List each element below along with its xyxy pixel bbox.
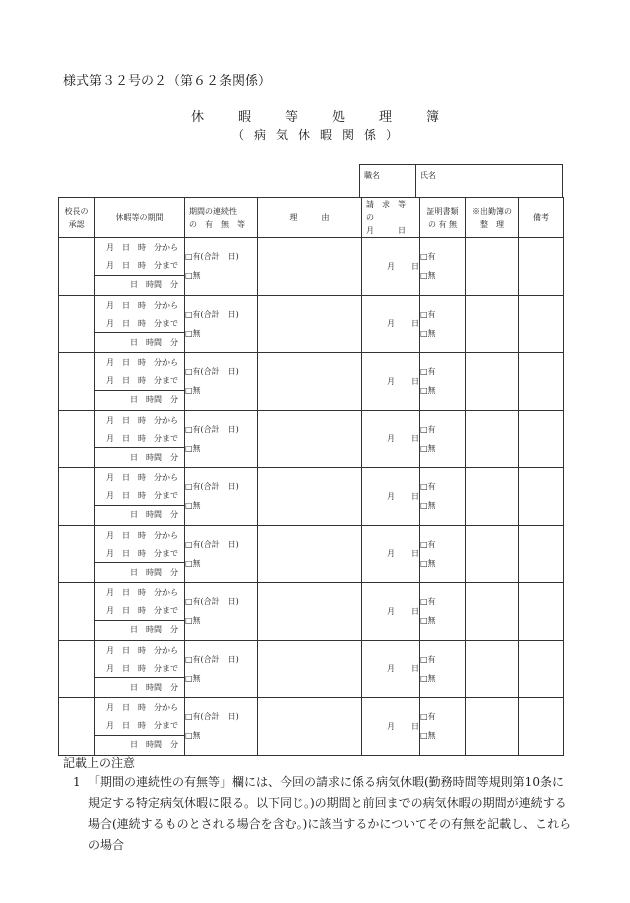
continuity-no-checkbox[interactable]: □無 (185, 443, 201, 453)
request-date-cell[interactable]: 月 日 (362, 583, 420, 641)
continuity-yes-checkbox[interactable]: □有(合計 日) (185, 309, 239, 319)
certificate-cell[interactable] (420, 525, 466, 583)
continuity-cell[interactable] (185, 295, 258, 353)
remarks-cell[interactable] (519, 238, 564, 296)
reason-cell[interactable] (258, 698, 362, 756)
reason-cell[interactable] (258, 583, 362, 641)
reason-cell[interactable] (258, 525, 362, 583)
reason-cell[interactable] (258, 295, 362, 353)
period-total: 日 時間 分 (95, 447, 184, 466)
attendance-cell[interactable] (466, 525, 519, 583)
attendance-cell[interactable] (466, 698, 519, 756)
continuity-cell[interactable] (185, 698, 258, 756)
continuity-cell[interactable] (185, 353, 258, 411)
header-attendance: ※出勤簿の 整 理 (466, 198, 519, 238)
post-label: 職名 (364, 171, 380, 180)
request-date-cell[interactable]: 月 日 (362, 468, 420, 526)
certificate-no-checkbox[interactable]: □無 (420, 501, 436, 511)
post-field[interactable] (360, 165, 416, 197)
approval-cell[interactable] (59, 640, 95, 698)
table-row (59, 698, 564, 756)
name-box (359, 164, 563, 198)
table-row (59, 640, 564, 698)
header-request-date: 請 求 等 の 月 日 (362, 198, 420, 238)
certificate-yes-checkbox[interactable]: □有 (420, 712, 436, 722)
continuity-yes-checkbox[interactable]: □有(合計 日) (185, 482, 239, 492)
attendance-cell[interactable] (466, 468, 519, 526)
certificate-cell[interactable] (420, 295, 466, 353)
continuity-cell[interactable] (185, 640, 258, 698)
certificate-yes-checkbox[interactable]: □有 (420, 367, 436, 377)
continuity-yes-checkbox[interactable]: □有(合計 日) (185, 712, 239, 722)
period-total: 日 時間 分 (95, 332, 184, 351)
remarks-cell[interactable] (519, 295, 564, 353)
page-title: 休暇等処理簿 (190, 110, 473, 125)
continuity-no-checkbox[interactable]: □無 (185, 731, 201, 741)
reason-cell[interactable] (258, 640, 362, 698)
period-total: 日 時間 分 (95, 562, 184, 581)
certificate-no-checkbox[interactable]: □無 (420, 271, 436, 281)
certificate-cell[interactable] (420, 640, 466, 698)
attendance-cell[interactable] (466, 295, 519, 353)
remarks-cell[interactable] (519, 525, 564, 583)
period-to: 月 日 時 分まで (106, 491, 178, 501)
remarks-cell[interactable] (519, 583, 564, 641)
period-total: 日 時間 分 (95, 390, 184, 409)
remarks-cell[interactable] (519, 353, 564, 411)
table-row (59, 583, 564, 641)
remarks-cell[interactable] (519, 698, 564, 756)
approval-cell[interactable] (59, 525, 95, 583)
period-to: 月 日 時 分まで (106, 376, 178, 386)
period-total: 日 時間 分 (95, 735, 184, 754)
certificate-yes-checkbox[interactable]: □有 (420, 252, 436, 262)
continuity-cell[interactable] (185, 468, 258, 526)
request-date-cell[interactable]: 月 日 (362, 353, 420, 411)
continuity-yes-checkbox[interactable]: □有(合計 日) (185, 367, 239, 377)
attendance-cell[interactable] (466, 410, 519, 468)
continuity-cell[interactable] (185, 238, 258, 296)
header-remarks: 備考 (519, 198, 564, 238)
table-row (59, 295, 564, 353)
continuity-cell[interactable] (185, 410, 258, 468)
period-to: 月 日 時 分まで (106, 663, 178, 673)
certificate-no-checkbox[interactable]: □無 (420, 386, 436, 396)
certificate-cell[interactable] (420, 468, 466, 526)
certificate-no-checkbox[interactable]: □無 (420, 443, 436, 453)
continuity-yes-checkbox[interactable]: □有(合計 日) (185, 654, 239, 664)
continuity-no-checkbox[interactable]: □無 (185, 386, 201, 396)
certificate-no-checkbox[interactable]: □無 (420, 673, 436, 683)
certificate-yes-checkbox[interactable]: □有 (420, 309, 436, 319)
attendance-cell[interactable] (466, 238, 519, 296)
period-to: 月 日 時 分まで (106, 261, 178, 271)
name-label: 氏名 (420, 171, 436, 180)
approval-cell[interactable] (59, 410, 95, 468)
continuity-no-checkbox[interactable]: □無 (185, 328, 201, 338)
certificate-no-checkbox[interactable]: □無 (420, 328, 436, 338)
period-from: 月 日 時 分から (106, 358, 178, 368)
approval-cell[interactable] (59, 295, 95, 353)
note-1 (63, 772, 573, 856)
certificate-no-checkbox[interactable]: □無 (420, 558, 436, 568)
note-text: 「期間の連続性の有無等」欄には、今回の請求に係る病気休暇(勤務時間等規則第10条に規定する特定病気休暇に限る。以下同じ。)の期間と前回までの病気休暇の期間が連続する場合(連続するものとされる場合を含む。)に該当するかについてその有無を記載し、これらの場合 (88, 775, 572, 852)
period-from: 月 日 時 分から (106, 243, 178, 253)
approval-cell[interactable] (59, 353, 95, 411)
period-cell[interactable] (95, 353, 185, 411)
period-from: 月 日 時 分から (106, 473, 178, 483)
period-from: 月 日 時 分から (106, 415, 178, 425)
certificate-cell[interactable] (420, 698, 466, 756)
approval-cell[interactable] (59, 468, 95, 526)
attendance-cell[interactable] (466, 640, 519, 698)
period-to: 月 日 時 分まで (106, 318, 178, 328)
request-date-cell[interactable]: 月 日 (362, 525, 420, 583)
period-total: 日 時間 分 (95, 677, 184, 696)
remarks-cell[interactable] (519, 468, 564, 526)
remarks-cell[interactable] (519, 410, 564, 468)
certificate-yes-checkbox[interactable]: □有 (420, 654, 436, 664)
certificate-no-checkbox[interactable]: □無 (420, 616, 436, 626)
period-to: 月 日 時 分まで (106, 548, 178, 558)
leave-register-table (58, 197, 564, 756)
table-row (59, 468, 564, 526)
period-cell[interactable] (95, 410, 185, 468)
period-cell[interactable] (95, 238, 185, 296)
certificate-cell[interactable] (420, 583, 466, 641)
name-field[interactable] (416, 165, 562, 197)
continuity-no-checkbox[interactable]: □無 (185, 558, 201, 568)
certificate-cell[interactable] (420, 410, 466, 468)
period-to: 月 日 時 分まで (106, 433, 178, 443)
period-from: 月 日 時 分から (106, 588, 178, 598)
note-number: 1 (73, 775, 81, 789)
continuity-yes-checkbox[interactable]: □有(合計 日) (185, 252, 239, 262)
period-cell[interactable] (95, 295, 185, 353)
approval-cell[interactable] (59, 583, 95, 641)
header-continuity: 期間の連続性 の 有 無 等 (185, 198, 258, 238)
continuity-yes-checkbox[interactable]: □有(合計 日) (185, 424, 239, 434)
continuity-yes-checkbox[interactable]: □有(合計 日) (185, 597, 239, 607)
continuity-cell[interactable] (185, 583, 258, 641)
request-date-cell[interactable]: 月 日 (362, 238, 420, 296)
period-cell[interactable] (95, 583, 185, 641)
period-from: 月 日 時 分から (106, 703, 178, 713)
header-reason: 理 由 (258, 198, 362, 238)
header-row (59, 198, 564, 238)
period-to: 月 日 時 分まで (106, 606, 178, 616)
table-row (59, 525, 564, 583)
continuity-yes-checkbox[interactable]: □有(合計 日) (185, 539, 239, 549)
certificate-yes-checkbox[interactable]: □有 (420, 424, 436, 434)
request-date-cell[interactable]: 月 日 (362, 640, 420, 698)
period-cell[interactable] (95, 640, 185, 698)
reason-cell[interactable] (258, 468, 362, 526)
approval-cell[interactable] (59, 238, 95, 296)
header-period: 休暇等の期間 (95, 198, 185, 238)
reason-cell[interactable] (258, 238, 362, 296)
table-row (59, 410, 564, 468)
request-date-cell[interactable]: 月 日 (362, 698, 420, 756)
certificate-no-checkbox[interactable]: □無 (420, 731, 436, 741)
continuity-no-checkbox[interactable]: □無 (185, 673, 201, 683)
period-from: 月 日 時 分から (106, 645, 178, 655)
reason-cell[interactable] (258, 410, 362, 468)
continuity-cell[interactable] (185, 525, 258, 583)
period-from: 月 日 時 分から (106, 300, 178, 310)
period-from: 月 日 時 分から (106, 530, 178, 540)
approval-cell[interactable] (59, 698, 95, 756)
request-date-cell[interactable]: 月 日 (362, 295, 420, 353)
period-cell[interactable] (95, 698, 185, 756)
period-to: 月 日 時 分まで (106, 721, 178, 731)
continuity-no-checkbox[interactable]: □無 (185, 501, 201, 511)
table-row (59, 238, 564, 296)
certificate-yes-checkbox[interactable]: □有 (420, 597, 436, 607)
page-subtitle: （病気休暇関係） (231, 128, 408, 142)
remarks-cell[interactable] (519, 640, 564, 698)
header-certificate: 証明書類 の 有 無 (420, 198, 466, 238)
period-cell[interactable] (95, 525, 185, 583)
reason-cell[interactable] (258, 353, 362, 411)
period-total: 日 時間 分 (95, 505, 184, 524)
attendance-cell[interactable] (466, 583, 519, 641)
period-cell[interactable] (95, 468, 185, 526)
form-number: 様式第３２号の２（第６２条関係） (63, 74, 272, 89)
continuity-no-checkbox[interactable]: □無 (185, 271, 201, 281)
notes-heading: 記載上の注意 (63, 756, 136, 770)
continuity-no-checkbox[interactable]: □無 (185, 616, 201, 626)
period-total: 日 時間 分 (95, 620, 184, 639)
attendance-cell[interactable] (466, 353, 519, 411)
table-row (59, 353, 564, 411)
certificate-yes-checkbox[interactable]: □有 (420, 539, 436, 549)
certificate-cell[interactable] (420, 238, 466, 296)
period-total: 日 時間 分 (95, 275, 184, 294)
header-approval: 校長の 承認 (59, 198, 95, 238)
request-date-cell[interactable]: 月 日 (362, 410, 420, 468)
certificate-cell[interactable] (420, 353, 466, 411)
certificate-yes-checkbox[interactable]: □有 (420, 482, 436, 492)
